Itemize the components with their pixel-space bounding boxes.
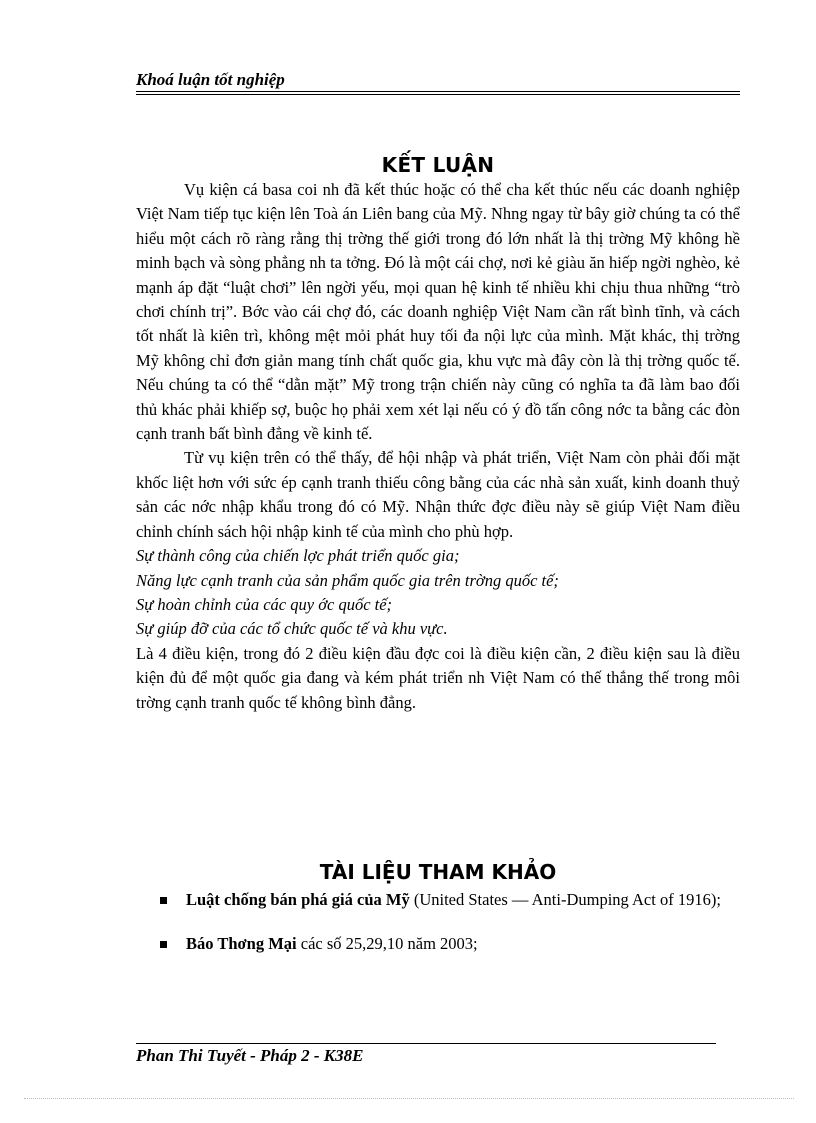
references-title: TÀI LIỆU THAM KHẢO [319,860,557,884]
conclusion-closing-paragraph: Là 4 điều kiện, trong đó 2 điều kiện đầu đợc coi là điều kiện cần, 2 điều kiện sau là điều kiện đủ để một quốc gia đang và kém phát triển nh Việt Nam có thế thắng thế trong môi trờng cạnh tranh quốc tế không bình đẳng. [136,643,740,712]
conclusion-paragraph-1: Vụ kiện cá basa coi nh đã kết thúc hoặc có thể cha kết thúc nếu các doanh nghiệp Việt Nam tiếp tục kiện lên Toà án Liên bang của Mỹ. Nhng ngay từ bây giờ chúng ta có thể hiểu một cách rõ ràng rằng thị trờng thế giới trong đó lớn nhất là thị trờng Mỹ không hề minh bạch và sòng phẳng nh ta tởng. Đó là một cái chợ, nơi kẻ giàu ăn hiếp ngời nghèo, kẻ mạnh áp đặt “luật chơi” lên ngời yếu, mọi quan hệ kinh tế nhiều khi chịu thua những “trò chơi chính trị”. Bớc vào cái chợ đó, các doanh nghiệp Việt Nam cần rất bình tĩnh, và cách tốt nhất là kiên trì, không mệt mỏi phát huy tối đa nội lực của mình. Mặt khác, thị trờng Mỹ không chỉ đơn giản mang tính chất quốc gia, khu vực mà đây còn là thị trờng quốc tế. Nếu chúng ta có thể “dằn mặt” Mỹ trong trận chiến này cũng có nghĩa ta đã làm bao đối thủ khác phải khiếp sợ, buộc họ phải xem xét lại nếu có ý đồ tấn công nớc ta bằng các đòn cạnh tranh bất bình đẳng về kinh tế. [136,180,740,444]
page-header: Khoá luận tốt nghiệp [136,70,740,92]
reference-detail: (United States — Anti-Dumping Act of 1916); [409,890,721,909]
reference-detail: các số 25,29,10 năm 2003; [296,934,478,953]
page-footer: Phan Thi Tuyết - Pháp 2 - K38E [136,1046,364,1065]
footer-divider [136,1043,716,1044]
references-list [160,888,738,976]
reference-item [160,888,738,912]
conditions-list [136,544,740,642]
reference-item [160,932,738,956]
condition-item: Sự giúp đỡ của các tổ chức quốc tế và khu vực. [136,619,448,639]
reference-title: Luật chống bán phá giá của Mỹ [186,890,410,909]
bullet-icon [160,941,167,948]
page-bottom-dotted-line [24,1098,794,1099]
conclusion-section [136,152,740,715]
bullet-icon [160,897,167,904]
condition-item: Sự hoàn chỉnh của các quy ớc quốc tế; [136,594,393,614]
condition-item: Năng lực cạnh tranh của sản phẩm quốc gia trên trờng quốc tế; [136,570,559,590]
reference-title: Báo Thơng Mại [186,934,297,953]
conclusion-title: KẾT LUẬN [381,153,495,177]
conclusion-paragraph-2: Từ vụ kiện trên có thể thấy, để hội nhập và phát triển, Việt Nam còn phải đối mặt khốc liệt hơn với sức ép cạnh tranh thiếu công bằng của các nhà sản xuất, kinh doanh thuỷ sản các nớc nhập khẩu trong đó có Mỹ. Nhận thức đợc điều này sẽ giúp Việt Nam điều chỉnh chính sách hội nhập kinh tế của mình cho phù hợp. [136,448,740,541]
condition-item: Sự thành công của chiến lợc phát triển quốc gia; [136,546,460,566]
